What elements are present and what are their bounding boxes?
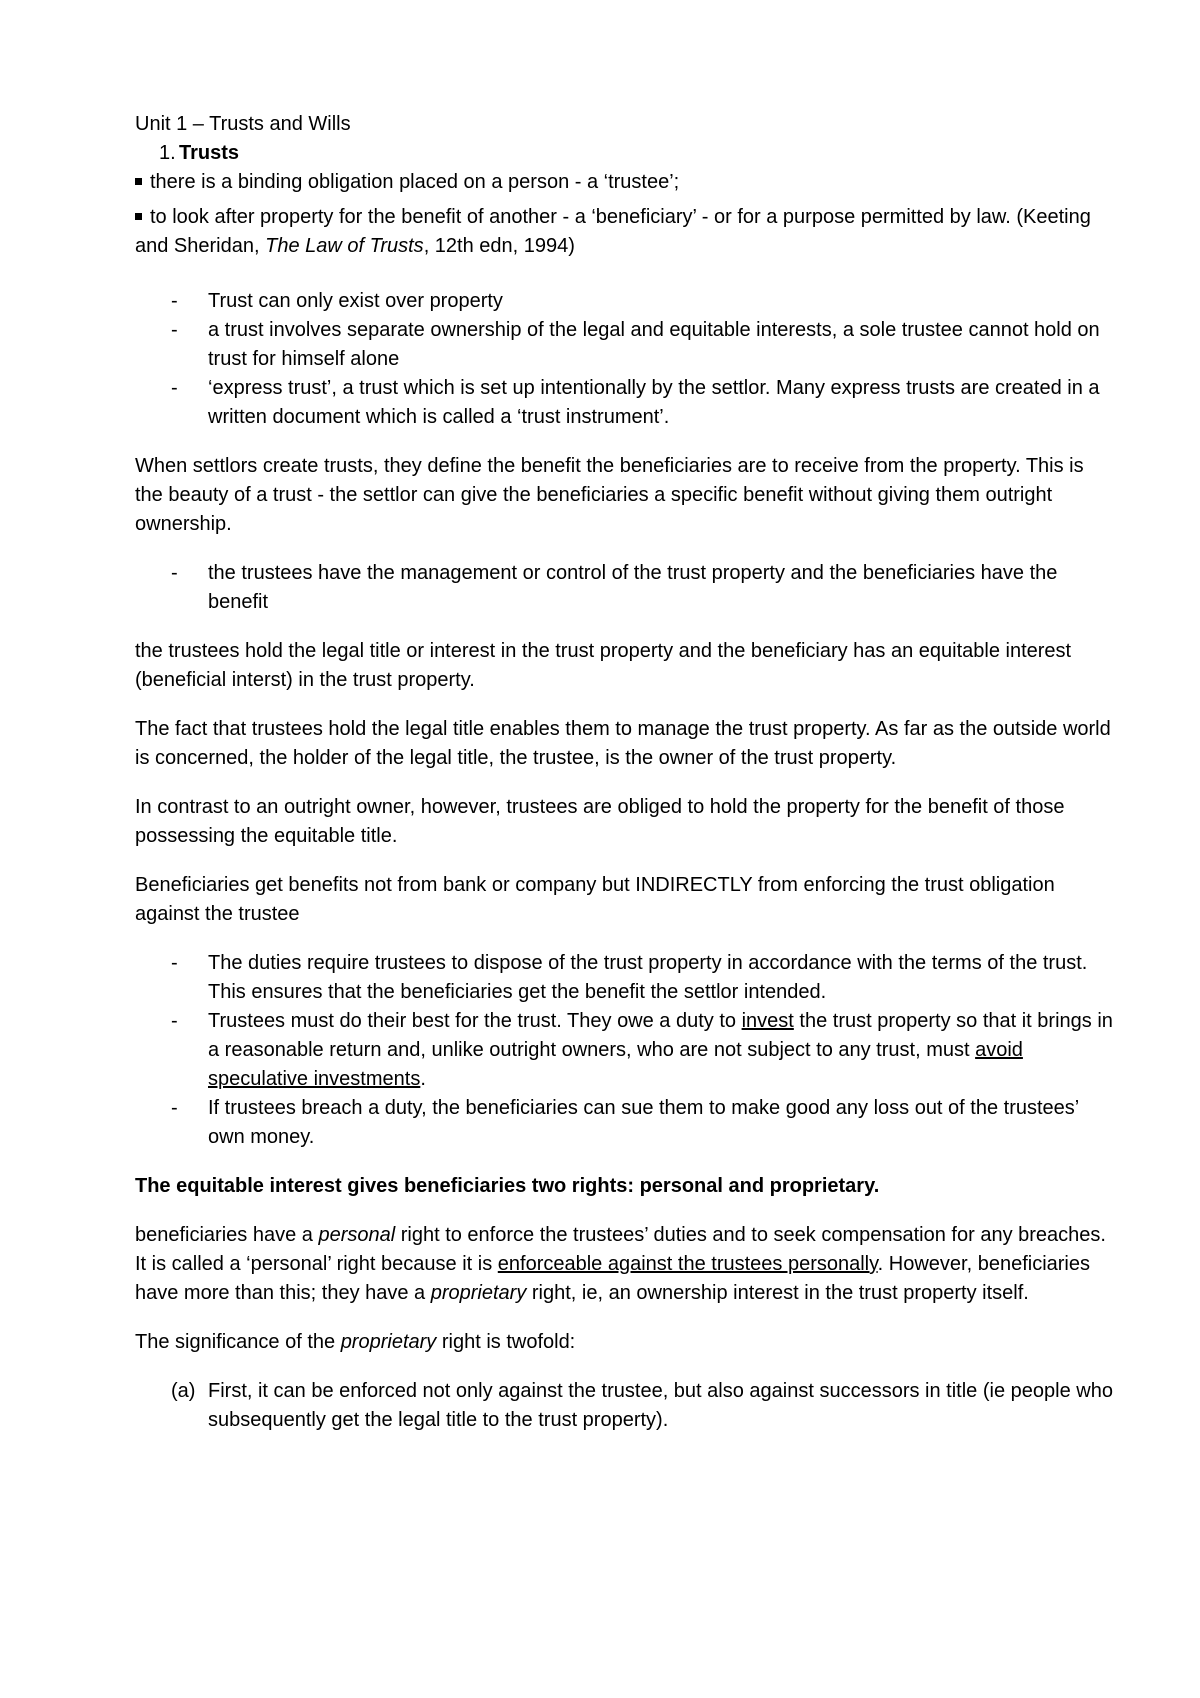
square-bullet-item — [135, 168, 1115, 197]
dash-list — [135, 287, 1115, 432]
list-item — [135, 1094, 1115, 1152]
list-item-text: a trust involves separate ownership of the legal and equitable interests, a sole trustee cannot hold on trust for himself alone — [208, 319, 1100, 370]
list-item-text: the trust property so that it brings in a reasonable return and, unlike outright owners, who are not subject to any trust, must — [208, 1010, 1113, 1061]
paragraph: the trustees hold the legal title or interest in the trust property and the beneficiary has an equitable interest (beneficial interst) in the trust property. — [135, 640, 1072, 691]
dash-list — [135, 949, 1115, 1152]
paragraph: The fact that trustees hold the legal title enables them to manage the trust property. As far as the outside world is concerned, the holder of the legal title, the trustee, is the owner of the trust property. — [135, 718, 1111, 769]
list-marker: (a) — [171, 1380, 196, 1402]
list-item — [135, 1377, 1115, 1435]
list-item-text: First, it can be enforced not only against the trustee, but also against successors in title (ie people who subsequently get the legal title to the trust property). — [208, 1380, 1113, 1431]
list-item-text: Trustees must do their best for the trust. They owe a duty to — [208, 1010, 742, 1032]
paragraph — [135, 1221, 1115, 1308]
square-bullet-text: there is a binding obligation placed on a person - a ‘trustee’; — [150, 171, 680, 193]
section-title: Trusts — [179, 142, 240, 164]
paragraph: Beneficiaries get benefits not from bank or company but INDIRECTLY from enforcing the trust obligation against the trustee — [135, 874, 1055, 925]
paragraph: In contrast to an outright owner, however, trustees are obliged to hold the property for the benefit of those possessing the equitable title. — [135, 796, 1065, 847]
list-item-text: The duties require trustees to dispose of the trust property in accordance with the terms of the trust. This ensures that the beneficiaries get the benefit the settlor intended. — [208, 952, 1088, 1003]
underlined-text: invest — [741, 1010, 794, 1032]
list-item — [135, 374, 1115, 432]
document-heading: Unit 1 – Trusts and Wills — [135, 113, 351, 135]
document-body — [135, 110, 1115, 1435]
list-item-text: the trustees have the management or control of the trust property and the beneficiaries have the benefit — [208, 562, 1058, 613]
italic-text: proprietary — [430, 1282, 527, 1304]
paragraph — [135, 1328, 1115, 1357]
list-item — [135, 316, 1115, 374]
list-item — [135, 287, 1115, 316]
dash-bullet: - — [171, 1010, 178, 1032]
section-number: 1. — [159, 142, 176, 164]
text-run: right to enforce the trustees’ duties and to seek compensation for any breaches. It is called a ‘personal’ right because it is — [135, 1224, 1106, 1275]
citation-book-title: The Law of Trusts — [265, 235, 424, 257]
list-item-text: ‘express trust’, a trust which is set up intentionally by the settlor. Many express trusts are created in a written document which is called a ‘trust instrument’. — [208, 377, 1100, 428]
italic-text: personal — [318, 1224, 396, 1246]
text-run: right is twofold: — [436, 1331, 576, 1353]
dash-bullet: - — [171, 562, 178, 584]
list-item — [135, 1007, 1115, 1094]
list-item — [135, 949, 1115, 1007]
square-bullet-item — [135, 203, 1115, 261]
bold-paragraph: The equitable interest gives beneficiaries two rights: personal and proprietary. — [135, 1175, 880, 1197]
underlined-text: avoid speculative investments — [208, 1039, 1023, 1090]
section-heading — [135, 139, 1115, 168]
square-bullet-icon — [135, 178, 142, 185]
lettered-list — [135, 1377, 1115, 1435]
dash-list — [135, 559, 1115, 617]
list-item-text: . — [420, 1068, 426, 1090]
square-bullet-text: to look after property for the benefit of another - a ‘beneficiary’ - or for a purpose permitted by law. (Keeting and Sheridan, — [135, 206, 1091, 257]
square-bullet-icon — [135, 213, 142, 220]
text-run: The significance of the — [135, 1331, 341, 1353]
dash-bullet: - — [171, 319, 178, 341]
dash-bullet: - — [171, 1097, 178, 1119]
dash-bullet: - — [171, 290, 178, 312]
dash-bullet: - — [171, 952, 178, 974]
paragraph: When settlors create trusts, they define the benefit the beneficiaries are to receive from the property. This is the beauty of a trust - the settlor can give the beneficiaries a specific benefit without giving them outright ownership. — [135, 455, 1084, 535]
italic-text: proprietary — [340, 1331, 437, 1353]
citation-rest: , 12th edn, 1994) — [423, 235, 575, 257]
dash-bullet: - — [171, 377, 178, 399]
list-item — [135, 559, 1115, 617]
text-run: beneficiaries have a — [135, 1224, 319, 1246]
text-run: . However, beneficiaries have more than this; they have a — [135, 1253, 1090, 1304]
text-run: right, ie, an ownership interest in the trust property itself. — [526, 1282, 1029, 1304]
list-item-text: If trustees breach a duty, the beneficiaries can sue them to make good any loss out of the trustees’ own money. — [208, 1097, 1079, 1148]
list-item-text: Trust can only exist over property — [208, 290, 503, 312]
underlined-text: enforceable against the trustees personally — [497, 1253, 878, 1275]
